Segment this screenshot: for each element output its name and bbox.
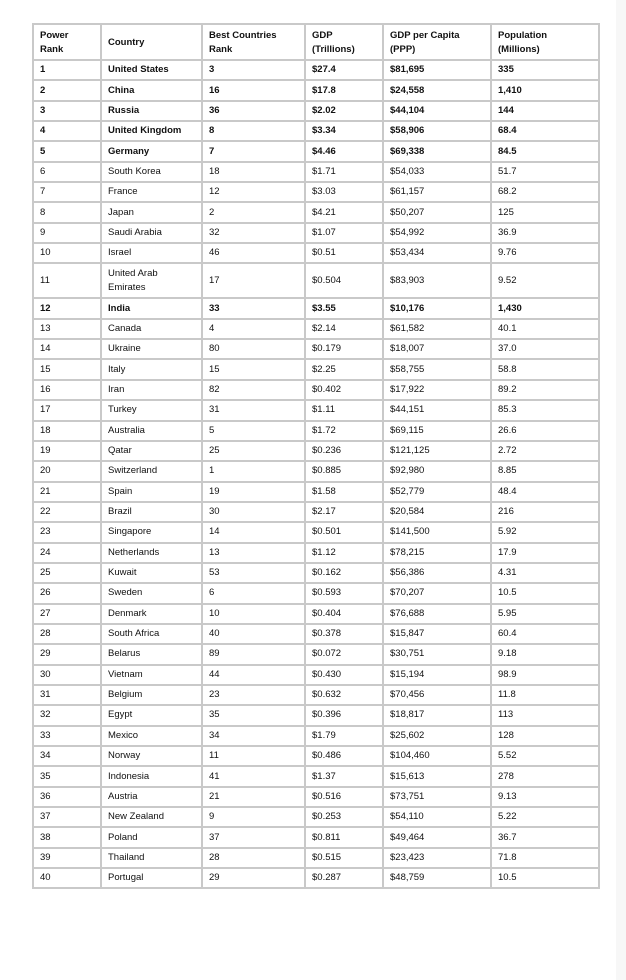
table-row <box>33 141 599 161</box>
cell-power-rank: 4 <box>33 121 101 141</box>
cell-best-countries-rank: 16 <box>202 80 305 100</box>
table-row <box>33 827 599 847</box>
cell-best-countries-rank: 1 <box>202 461 305 481</box>
cell-gdp-per-capita: $61,157 <box>383 182 491 202</box>
cell-country: Denmark <box>101 604 202 624</box>
cell-gdp: $1.11 <box>305 400 383 420</box>
cell-country: China <box>101 80 202 100</box>
cell-country: Portugal <box>101 868 202 888</box>
cell-country: United Kingdom <box>101 121 202 141</box>
cell-gdp-per-capita: $76,688 <box>383 604 491 624</box>
cell-gdp-per-capita: $83,903 <box>383 263 491 298</box>
cell-best-countries-rank: 18 <box>202 162 305 182</box>
cell-population: 51.7 <box>491 162 599 182</box>
cell-gdp-per-capita: $24,558 <box>383 80 491 100</box>
cell-power-rank: 8 <box>33 202 101 222</box>
cell-best-countries-rank: 41 <box>202 766 305 786</box>
cell-gdp-per-capita: $25,602 <box>383 726 491 746</box>
cell-population: 85.3 <box>491 400 599 420</box>
cell-gdp: $1.07 <box>305 223 383 243</box>
cell-gdp-per-capita: $44,104 <box>383 101 491 121</box>
table-row <box>33 421 599 441</box>
cell-population: 5.52 <box>491 746 599 766</box>
table-row <box>33 807 599 827</box>
cell-gdp: $0.51 <box>305 243 383 263</box>
cell-gdp-per-capita: $58,755 <box>383 359 491 379</box>
cell-population: 8.85 <box>491 461 599 481</box>
cell-gdp-per-capita: $15,613 <box>383 766 491 786</box>
cell-gdp: $2.02 <box>305 101 383 121</box>
cell-country: South Africa <box>101 624 202 644</box>
table-row <box>33 583 599 603</box>
cell-population: 98.9 <box>491 665 599 685</box>
table-row <box>33 223 599 243</box>
table-row <box>33 202 599 222</box>
cell-power-rank: 27 <box>33 604 101 624</box>
table-row <box>33 182 599 202</box>
table-row <box>33 60 599 80</box>
cell-gdp-per-capita: $18,007 <box>383 339 491 359</box>
cell-country: United Arab Emirates <box>101 263 202 298</box>
cell-population: 17.9 <box>491 543 599 563</box>
cell-country: Russia <box>101 101 202 121</box>
table-row <box>33 243 599 263</box>
cell-gdp: $1.72 <box>305 421 383 441</box>
cell-gdp: $1.37 <box>305 766 383 786</box>
cell-best-countries-rank: 37 <box>202 827 305 847</box>
header-best-countries-rank: Best Countries Rank <box>202 24 305 60</box>
cell-gdp-per-capita: $104,460 <box>383 746 491 766</box>
cell-power-rank: 21 <box>33 482 101 502</box>
cell-gdp: $4.46 <box>305 141 383 161</box>
cell-power-rank: 37 <box>33 807 101 827</box>
cell-gdp: $2.14 <box>305 319 383 339</box>
cell-gdp-per-capita: $73,751 <box>383 787 491 807</box>
cell-gdp: $2.17 <box>305 502 383 522</box>
cell-country: Ukraine <box>101 339 202 359</box>
cell-power-rank: 23 <box>33 522 101 542</box>
cell-best-countries-rank: 2 <box>202 202 305 222</box>
cell-gdp: $3.34 <box>305 121 383 141</box>
cell-power-rank: 35 <box>33 766 101 786</box>
cell-best-countries-rank: 15 <box>202 359 305 379</box>
cell-gdp: $1.58 <box>305 482 383 502</box>
table-row <box>33 746 599 766</box>
cell-gdp: $0.236 <box>305 441 383 461</box>
table-row <box>33 400 599 420</box>
cell-gdp: $0.402 <box>305 380 383 400</box>
cell-power-rank: 10 <box>33 243 101 263</box>
cell-best-countries-rank: 11 <box>202 746 305 766</box>
cell-population: 48.4 <box>491 482 599 502</box>
table-row <box>33 339 599 359</box>
cell-country: Iran <box>101 380 202 400</box>
cell-best-countries-rank: 35 <box>202 705 305 725</box>
cell-gdp: $0.811 <box>305 827 383 847</box>
table-row <box>33 482 599 502</box>
cell-best-countries-rank: 9 <box>202 807 305 827</box>
cell-gdp: $0.515 <box>305 848 383 868</box>
cell-country: United States <box>101 60 202 80</box>
cell-power-rank: 13 <box>33 319 101 339</box>
cell-best-countries-rank: 31 <box>202 400 305 420</box>
cell-population: 71.8 <box>491 848 599 868</box>
cell-country: Saudi Arabia <box>101 223 202 243</box>
cell-gdp: $0.501 <box>305 522 383 542</box>
cell-population: 68.4 <box>491 121 599 141</box>
cell-best-countries-rank: 3 <box>202 60 305 80</box>
cell-country: Israel <box>101 243 202 263</box>
table-row <box>33 705 599 725</box>
cell-power-rank: 9 <box>33 223 101 243</box>
cell-population: 113 <box>491 705 599 725</box>
cell-gdp: $3.03 <box>305 182 383 202</box>
cell-population: 278 <box>491 766 599 786</box>
cell-gdp-per-capita: $44,151 <box>383 400 491 420</box>
cell-gdp-per-capita: $56,386 <box>383 563 491 583</box>
cell-power-rank: 30 <box>33 665 101 685</box>
cell-gdp-per-capita: $70,456 <box>383 685 491 705</box>
cell-gdp-per-capita: $18,817 <box>383 705 491 725</box>
cell-population: 37.0 <box>491 339 599 359</box>
table-row <box>33 121 599 141</box>
cell-population: 9.18 <box>491 644 599 664</box>
cell-country: Vietnam <box>101 665 202 685</box>
cell-gdp-per-capita: $50,207 <box>383 202 491 222</box>
cell-power-rank: 36 <box>33 787 101 807</box>
table-row <box>33 685 599 705</box>
cell-power-rank: 11 <box>33 263 101 298</box>
cell-best-countries-rank: 14 <box>202 522 305 542</box>
cell-gdp-per-capita: $10,176 <box>383 298 491 318</box>
cell-power-rank: 40 <box>33 868 101 888</box>
cell-gdp-per-capita: $15,847 <box>383 624 491 644</box>
table-row <box>33 766 599 786</box>
table-row <box>33 298 599 318</box>
cell-population: 5.92 <box>491 522 599 542</box>
table-row <box>33 604 599 624</box>
cell-country: Austria <box>101 787 202 807</box>
cell-country: New Zealand <box>101 807 202 827</box>
cell-best-countries-rank: 32 <box>202 223 305 243</box>
table-row <box>33 868 599 888</box>
cell-gdp: $0.486 <box>305 746 383 766</box>
table-row <box>33 319 599 339</box>
cell-best-countries-rank: 23 <box>202 685 305 705</box>
cell-power-rank: 28 <box>33 624 101 644</box>
cell-population: 40.1 <box>491 319 599 339</box>
cell-population: 11.8 <box>491 685 599 705</box>
table-row <box>33 461 599 481</box>
cell-power-rank: 22 <box>33 502 101 522</box>
cell-gdp: $0.378 <box>305 624 383 644</box>
cell-gdp-per-capita: $30,751 <box>383 644 491 664</box>
cell-country: Norway <box>101 746 202 766</box>
cell-gdp: $0.179 <box>305 339 383 359</box>
cell-gdp-per-capita: $15,194 <box>383 665 491 685</box>
cell-country: India <box>101 298 202 318</box>
cell-population: 144 <box>491 101 599 121</box>
cell-best-countries-rank: 5 <box>202 421 305 441</box>
cell-gdp: $2.25 <box>305 359 383 379</box>
cell-gdp: $1.79 <box>305 726 383 746</box>
cell-gdp-per-capita: $48,759 <box>383 868 491 888</box>
cell-country: Thailand <box>101 848 202 868</box>
header-row <box>33 24 599 60</box>
cell-best-countries-rank: 34 <box>202 726 305 746</box>
cell-best-countries-rank: 36 <box>202 101 305 121</box>
cell-population: 9.52 <box>491 263 599 298</box>
cell-power-rank: 24 <box>33 543 101 563</box>
header-power-rank: Power Rank <box>33 24 101 60</box>
cell-best-countries-rank: 33 <box>202 298 305 318</box>
cell-population: 36.7 <box>491 827 599 847</box>
cell-power-rank: 20 <box>33 461 101 481</box>
cell-best-countries-rank: 53 <box>202 563 305 583</box>
cell-population: 26.6 <box>491 421 599 441</box>
cell-best-countries-rank: 46 <box>202 243 305 263</box>
cell-gdp: $27.4 <box>305 60 383 80</box>
cell-power-rank: 6 <box>33 162 101 182</box>
cell-gdp: $1.12 <box>305 543 383 563</box>
cell-country: South Korea <box>101 162 202 182</box>
table-row <box>33 563 599 583</box>
header-gdp-per-capita: GDP per Capita (PPP) <box>383 24 491 60</box>
table-row <box>33 359 599 379</box>
cell-gdp-per-capita: $54,033 <box>383 162 491 182</box>
cell-population: 5.22 <box>491 807 599 827</box>
table-row <box>33 522 599 542</box>
cell-power-rank: 25 <box>33 563 101 583</box>
cell-gdp-per-capita: $61,582 <box>383 319 491 339</box>
table-row <box>33 80 599 100</box>
cell-population: 89.2 <box>491 380 599 400</box>
cell-population: 9.76 <box>491 243 599 263</box>
cell-power-rank: 34 <box>33 746 101 766</box>
cell-gdp: $0.253 <box>305 807 383 827</box>
cell-population: 36.9 <box>491 223 599 243</box>
cell-gdp-per-capita: $20,584 <box>383 502 491 522</box>
cell-country: Belarus <box>101 644 202 664</box>
table-row <box>33 848 599 868</box>
cell-gdp-per-capita: $54,110 <box>383 807 491 827</box>
cell-power-rank: 19 <box>33 441 101 461</box>
cell-population: 125 <box>491 202 599 222</box>
cell-gdp: $0.287 <box>305 868 383 888</box>
cell-power-rank: 1 <box>33 60 101 80</box>
table-row <box>33 162 599 182</box>
cell-population: 4.31 <box>491 563 599 583</box>
header-country: Country <box>101 24 202 60</box>
cell-population: 10.5 <box>491 583 599 603</box>
cell-country: Egypt <box>101 705 202 725</box>
cell-power-rank: 2 <box>33 80 101 100</box>
cell-gdp-per-capita: $23,423 <box>383 848 491 868</box>
table-row <box>33 726 599 746</box>
cell-best-countries-rank: 19 <box>202 482 305 502</box>
cell-gdp: $3.55 <box>305 298 383 318</box>
cell-power-rank: 32 <box>33 705 101 725</box>
cell-gdp-per-capita: $53,434 <box>383 243 491 263</box>
cell-country: Italy <box>101 359 202 379</box>
cell-gdp: $0.162 <box>305 563 383 583</box>
cell-population: 10.5 <box>491 868 599 888</box>
cell-gdp: $4.21 <box>305 202 383 222</box>
cell-population: 216 <box>491 502 599 522</box>
power-rank-table <box>32 23 600 889</box>
cell-best-countries-rank: 21 <box>202 787 305 807</box>
cell-best-countries-rank: 40 <box>202 624 305 644</box>
cell-population: 60.4 <box>491 624 599 644</box>
cell-best-countries-rank: 30 <box>202 502 305 522</box>
cell-best-countries-rank: 12 <box>202 182 305 202</box>
cell-gdp-per-capita: $92,980 <box>383 461 491 481</box>
cell-country: Qatar <box>101 441 202 461</box>
cell-gdp-per-capita: $69,338 <box>383 141 491 161</box>
cell-best-countries-rank: 6 <box>202 583 305 603</box>
cell-gdp-per-capita: $69,115 <box>383 421 491 441</box>
cell-best-countries-rank: 4 <box>202 319 305 339</box>
cell-population: 84.5 <box>491 141 599 161</box>
cell-gdp: $1.71 <box>305 162 383 182</box>
cell-best-countries-rank: 82 <box>202 380 305 400</box>
cell-best-countries-rank: 89 <box>202 644 305 664</box>
cell-best-countries-rank: 44 <box>202 665 305 685</box>
cell-population: 2.72 <box>491 441 599 461</box>
cell-gdp-per-capita: $54,992 <box>383 223 491 243</box>
cell-population: 128 <box>491 726 599 746</box>
cell-gdp: $17.8 <box>305 80 383 100</box>
cell-power-rank: 29 <box>33 644 101 664</box>
table-row <box>33 101 599 121</box>
cell-population: 1,410 <box>491 80 599 100</box>
table-row <box>33 665 599 685</box>
cell-best-countries-rank: 7 <box>202 141 305 161</box>
cell-population: 5.95 <box>491 604 599 624</box>
cell-best-countries-rank: 28 <box>202 848 305 868</box>
cell-gdp-per-capita: $52,779 <box>383 482 491 502</box>
table-row <box>33 543 599 563</box>
cell-best-countries-rank: 29 <box>202 868 305 888</box>
cell-power-rank: 15 <box>33 359 101 379</box>
cell-country: Canada <box>101 319 202 339</box>
cell-best-countries-rank: 8 <box>202 121 305 141</box>
cell-power-rank: 5 <box>33 141 101 161</box>
cell-power-rank: 16 <box>33 380 101 400</box>
cell-country: Turkey <box>101 400 202 420</box>
cell-gdp: $0.072 <box>305 644 383 664</box>
cell-gdp: $0.885 <box>305 461 383 481</box>
cell-gdp-per-capita: $70,207 <box>383 583 491 603</box>
cell-gdp-per-capita: $121,125 <box>383 441 491 461</box>
cell-population: 58.8 <box>491 359 599 379</box>
cell-power-rank: 33 <box>33 726 101 746</box>
header-population: Population (Millions) <box>491 24 599 60</box>
cell-country: Mexico <box>101 726 202 746</box>
cell-gdp-per-capita: $141,500 <box>383 522 491 542</box>
cell-power-rank: 7 <box>33 182 101 202</box>
cell-country: Netherlands <box>101 543 202 563</box>
cell-country: Australia <box>101 421 202 441</box>
cell-power-rank: 3 <box>33 101 101 121</box>
cell-country: Kuwait <box>101 563 202 583</box>
cell-country: Brazil <box>101 502 202 522</box>
cell-gdp-per-capita: $49,464 <box>383 827 491 847</box>
cell-best-countries-rank: 25 <box>202 441 305 461</box>
cell-country: Sweden <box>101 583 202 603</box>
cell-country: Singapore <box>101 522 202 542</box>
cell-power-rank: 17 <box>33 400 101 420</box>
cell-gdp: $0.516 <box>305 787 383 807</box>
cell-power-rank: 26 <box>33 583 101 603</box>
cell-country: Japan <box>101 202 202 222</box>
table-row <box>33 441 599 461</box>
cell-country: Switzerland <box>101 461 202 481</box>
cell-country: Poland <box>101 827 202 847</box>
cell-power-rank: 31 <box>33 685 101 705</box>
table-row <box>33 502 599 522</box>
cell-best-countries-rank: 80 <box>202 339 305 359</box>
cell-power-rank: 14 <box>33 339 101 359</box>
cell-gdp: $0.593 <box>305 583 383 603</box>
cell-gdp-per-capita: $78,215 <box>383 543 491 563</box>
cell-population: 335 <box>491 60 599 80</box>
table-row <box>33 787 599 807</box>
cell-power-rank: 39 <box>33 848 101 868</box>
cell-country: Germany <box>101 141 202 161</box>
header-gdp: GDP (Trillions) <box>305 24 383 60</box>
cell-gdp-per-capita: $58,906 <box>383 121 491 141</box>
table-row <box>33 263 599 298</box>
table-body <box>33 60 599 888</box>
cell-country: Belgium <box>101 685 202 705</box>
cell-best-countries-rank: 17 <box>202 263 305 298</box>
table-row <box>33 380 599 400</box>
cell-best-countries-rank: 13 <box>202 543 305 563</box>
cell-gdp: $0.430 <box>305 665 383 685</box>
cell-population: 9.13 <box>491 787 599 807</box>
cell-country: Indonesia <box>101 766 202 786</box>
cell-gdp-per-capita: $81,695 <box>383 60 491 80</box>
table-row <box>33 624 599 644</box>
cell-gdp: $0.396 <box>305 705 383 725</box>
table-row <box>33 644 599 664</box>
cell-country: France <box>101 182 202 202</box>
cell-gdp: $0.504 <box>305 263 383 298</box>
page-edge <box>616 0 626 980</box>
cell-gdp: $0.632 <box>305 685 383 705</box>
cell-power-rank: 12 <box>33 298 101 318</box>
cell-population: 1,430 <box>491 298 599 318</box>
cell-power-rank: 38 <box>33 827 101 847</box>
cell-gdp: $0.404 <box>305 604 383 624</box>
cell-country: Spain <box>101 482 202 502</box>
cell-population: 68.2 <box>491 182 599 202</box>
cell-gdp-per-capita: $17,922 <box>383 380 491 400</box>
cell-power-rank: 18 <box>33 421 101 441</box>
cell-best-countries-rank: 10 <box>202 604 305 624</box>
